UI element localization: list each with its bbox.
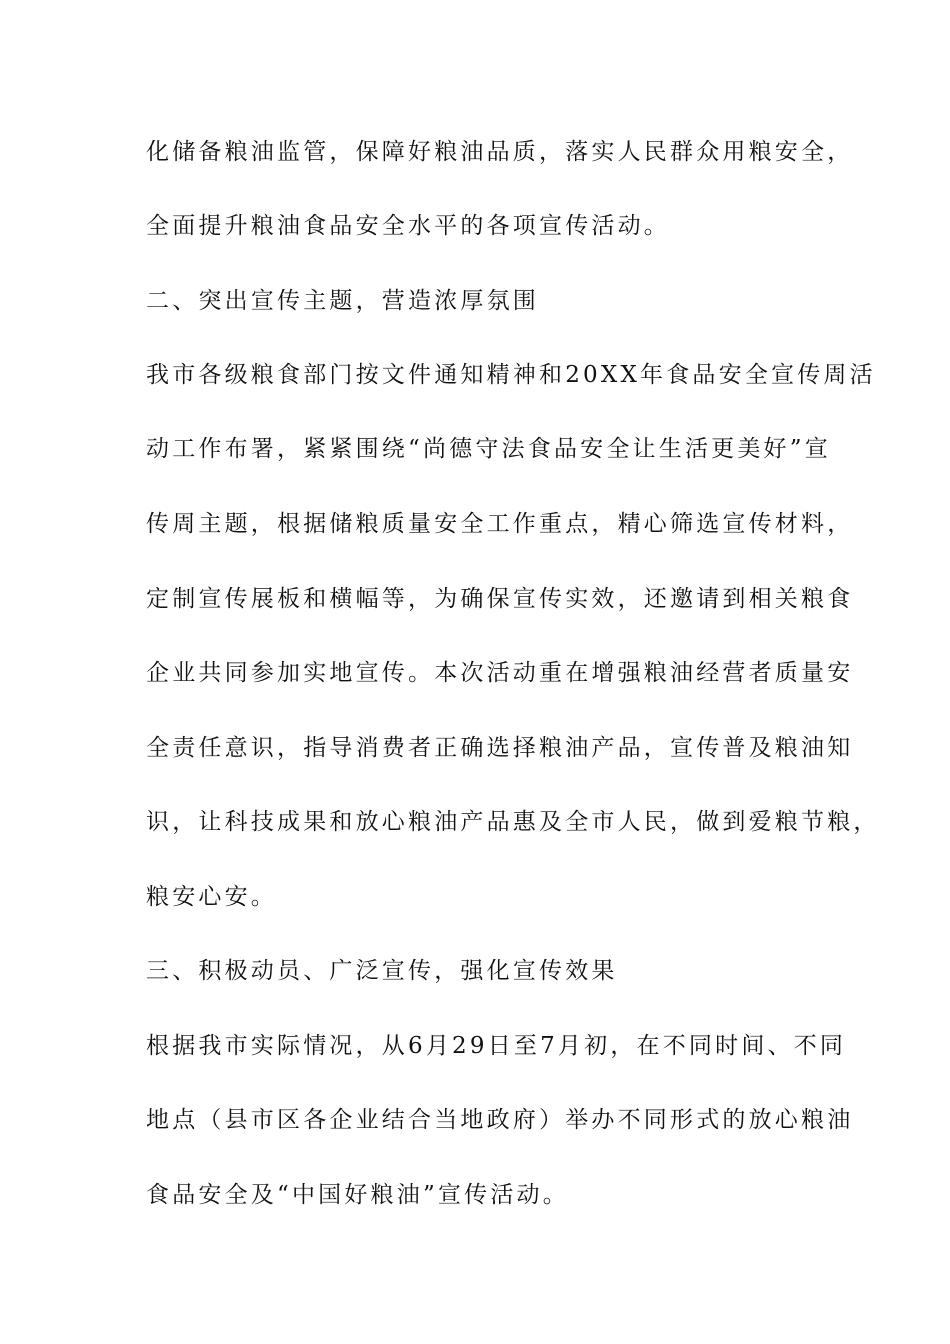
section-heading: 三、积极动员、广泛宣传，强化宣传效果 — [146, 958, 618, 984]
paragraph-line: 识，让科技成果和放心粮油产品惠及全市人民，做到爱粮节粮， — [146, 809, 880, 835]
paragraph-line: 地点（县市区各企业结合当地政府）举办不同形式的放心粮油 — [146, 1107, 854, 1133]
paragraph-line: 食品安全及“中国好粮油”宣传活动。 — [146, 1182, 569, 1208]
paragraph-line: 定制宣传展板和横幅等，为确保宣传实效，还邀请到相关粮食 — [146, 586, 854, 612]
paragraph-line: 我市各级粮食部门按文件通知精神和20XX年食品安全宣传周活 — [146, 362, 876, 388]
paragraph-line: 全面提升粮油食品安全水平的各项宣传活动。 — [146, 213, 670, 239]
paragraph-line: 企业共同参加实地宣传。本次活动重在增强粮油经营者质量安 — [146, 660, 854, 686]
paragraph-line: 动工作布署，紧紧围绕“尚德守法食品安全让生活更美好”宣 — [146, 436, 831, 462]
paragraph-line: 根据我市实际情况，从6月29日至7月初，在不同时间、不同 — [146, 1033, 847, 1059]
paragraph-line: 全责任意识，指导消费者正确选择粮油产品，宣传普及粮油知 — [146, 735, 854, 761]
paragraph-line: 粮安心安。 — [146, 884, 277, 910]
paragraph-line: 化储备粮油监管，保障好粮油品质，落实人民群众用粮安全， — [146, 139, 854, 165]
section-heading: 二、突出宣传主题，营造浓厚氛围 — [146, 288, 539, 314]
paragraph-line: 传周主题，根据储粮质量安全工作重点，精心筛选宣传材料， — [146, 511, 854, 537]
